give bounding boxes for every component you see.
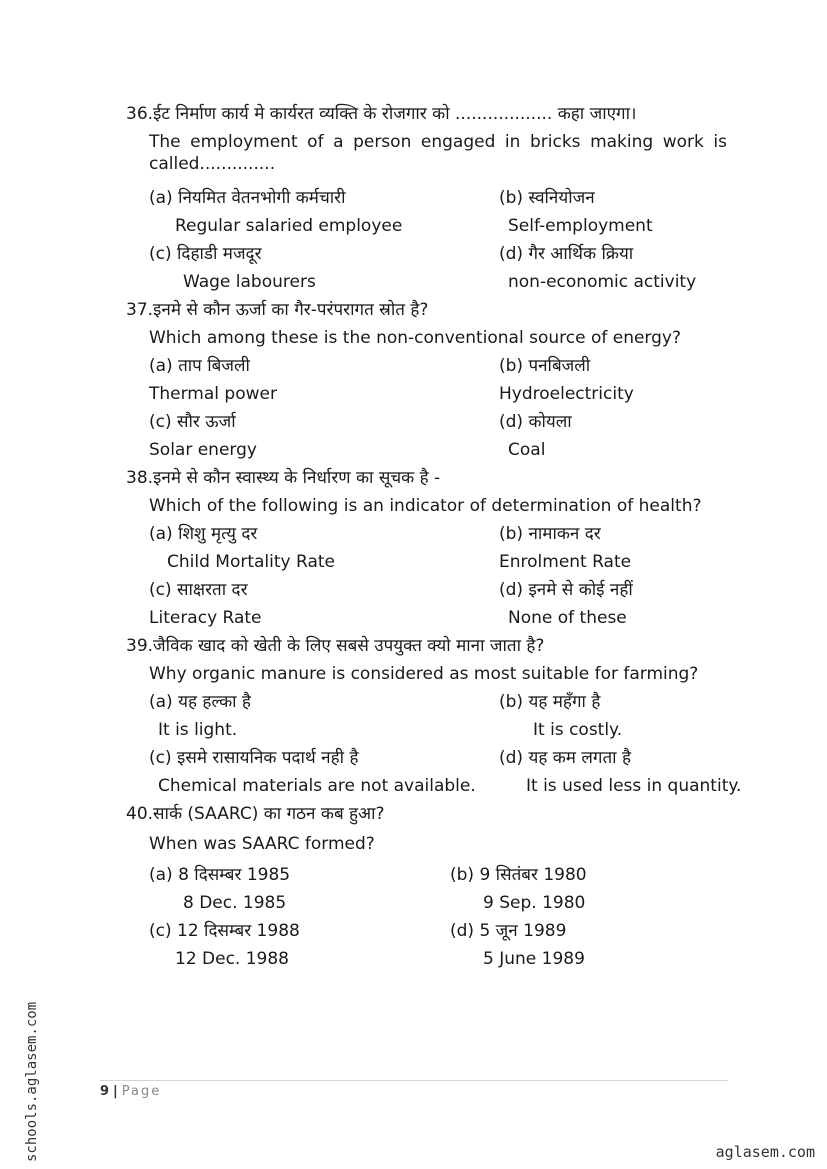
option-c-hindi: (c) दिहाडी मजदूर bbox=[149, 244, 262, 264]
option-b-english: 9 Sep. 1980 bbox=[483, 893, 586, 913]
option-a-english: It is light. bbox=[158, 720, 238, 740]
option-b-english: Self-employment bbox=[508, 216, 653, 236]
option-d-english: None of these bbox=[508, 608, 627, 628]
option-a-english: Child Mortality Rate bbox=[167, 552, 335, 572]
question-39-english: Why organic manure is considered as most suitable for farming? bbox=[149, 664, 699, 684]
option-c-english: Solar energy bbox=[149, 440, 257, 460]
option-c-english: Chemical materials are not available. bbox=[158, 776, 476, 796]
page-label: Page bbox=[121, 1084, 162, 1099]
option-c-hindi: (c) सौर ऊर्जा bbox=[149, 412, 236, 432]
option-b-english: Hydroelectricity bbox=[499, 384, 634, 404]
option-c-hindi: (c) इसमे रासायनिक पदार्थ नही है bbox=[149, 748, 359, 768]
question-number: 37. bbox=[126, 300, 154, 320]
question-37-english: Which among these is the non-conventional source of energy? bbox=[149, 328, 681, 348]
option-a-english: 8 Dec. 1985 bbox=[183, 893, 287, 913]
question-number: 36. bbox=[126, 104, 154, 124]
side-watermark: schools.aglasem.com bbox=[24, 1001, 40, 1162]
option-b-hindi: (b) यह महँगा है bbox=[499, 692, 601, 712]
option-b-hindi: (b) नामाकन दर bbox=[499, 524, 601, 544]
option-d-hindi: (d) 5 जून 1989 bbox=[450, 921, 567, 941]
option-a-hindi: (a) ताप बिजली bbox=[149, 356, 250, 376]
question-36-hindi: 36.ईट निर्माण कार्य मे कार्यरत व्यक्ति के रोजगार को .................. कहा जाएगा। bbox=[126, 104, 637, 124]
option-a-english: Thermal power bbox=[149, 384, 277, 404]
option-d-hindi: (d) कोयला bbox=[499, 412, 572, 432]
footer-divider bbox=[100, 1080, 728, 1081]
question-40-english: When was SAARC formed? bbox=[149, 834, 375, 854]
page-number: 9 bbox=[100, 1084, 110, 1099]
option-a-hindi: (a) 8 दिसम्बर 1985 bbox=[149, 865, 291, 885]
page-separator: | bbox=[113, 1084, 118, 1099]
option-c-hindi: (c) साक्षरता दर bbox=[149, 580, 248, 600]
option-d-hindi: (d) गैर आर्थिक क्रिया bbox=[499, 244, 634, 264]
question-39-hindi: 39.जैविक खाद को खेती के लिए सबसे उपयुक्त क्यो माना जाता है? bbox=[126, 636, 545, 656]
question-37-hindi: 37.इनमे से कौन ऊर्जा का गैर-परंपरागत स्रोत है? bbox=[126, 300, 429, 320]
question-40-hindi: 40.सार्क (SAARC) का गठन कब हुआ? bbox=[126, 804, 385, 824]
option-d-english: It is used less in quantity. bbox=[526, 776, 742, 796]
question-38-hindi: 38.इनमे से कौन स्वास्थ्य के निर्धारण का सूचक है - bbox=[126, 468, 441, 488]
option-b-english: Enrolment Rate bbox=[499, 552, 632, 572]
option-d-hindi: (d) यह कम लगता है bbox=[499, 748, 631, 768]
option-a-hindi: (a) नियमित वेतनभोगी कर्मचारी bbox=[149, 188, 346, 208]
option-b-hindi: (b) स्वनियोजन bbox=[499, 188, 595, 208]
question-number: 40. bbox=[126, 804, 154, 824]
option-d-english: 5 June 1989 bbox=[483, 949, 585, 969]
option-b-hindi: (b) पनबिजली bbox=[499, 356, 591, 376]
page-footer bbox=[100, 1083, 161, 1101]
question-36-english: The employment of a person engaged in bricks making work is called.............. bbox=[149, 132, 727, 174]
option-a-hindi: (a) शिशु मृत्यु दर bbox=[149, 524, 258, 544]
question-number: 38. bbox=[126, 468, 154, 488]
option-b-hindi: (b) 9 सितंबर 1980 bbox=[450, 865, 587, 885]
option-b-english: It is costly. bbox=[533, 720, 623, 740]
option-c-english: Literacy Rate bbox=[149, 608, 262, 628]
option-a-hindi: (a) यह हल्का है bbox=[149, 692, 251, 712]
option-d-hindi: (d) इनमे से कोई नहीं bbox=[499, 580, 633, 600]
option-a-english: Regular salaried employee bbox=[175, 216, 403, 236]
option-c-english: 12 Dec. 1988 bbox=[175, 949, 290, 969]
option-d-english: Coal bbox=[508, 440, 546, 460]
corner-watermark: aglasem.com bbox=[715, 1143, 815, 1161]
question-number: 39. bbox=[126, 636, 154, 656]
option-c-english: Wage labourers bbox=[183, 272, 316, 292]
option-d-english: non-economic activity bbox=[508, 272, 697, 292]
option-c-hindi: (c) 12 दिसम्बर 1988 bbox=[149, 921, 300, 941]
question-38-english: Which of the following is an indicator of determination of health? bbox=[149, 496, 702, 516]
